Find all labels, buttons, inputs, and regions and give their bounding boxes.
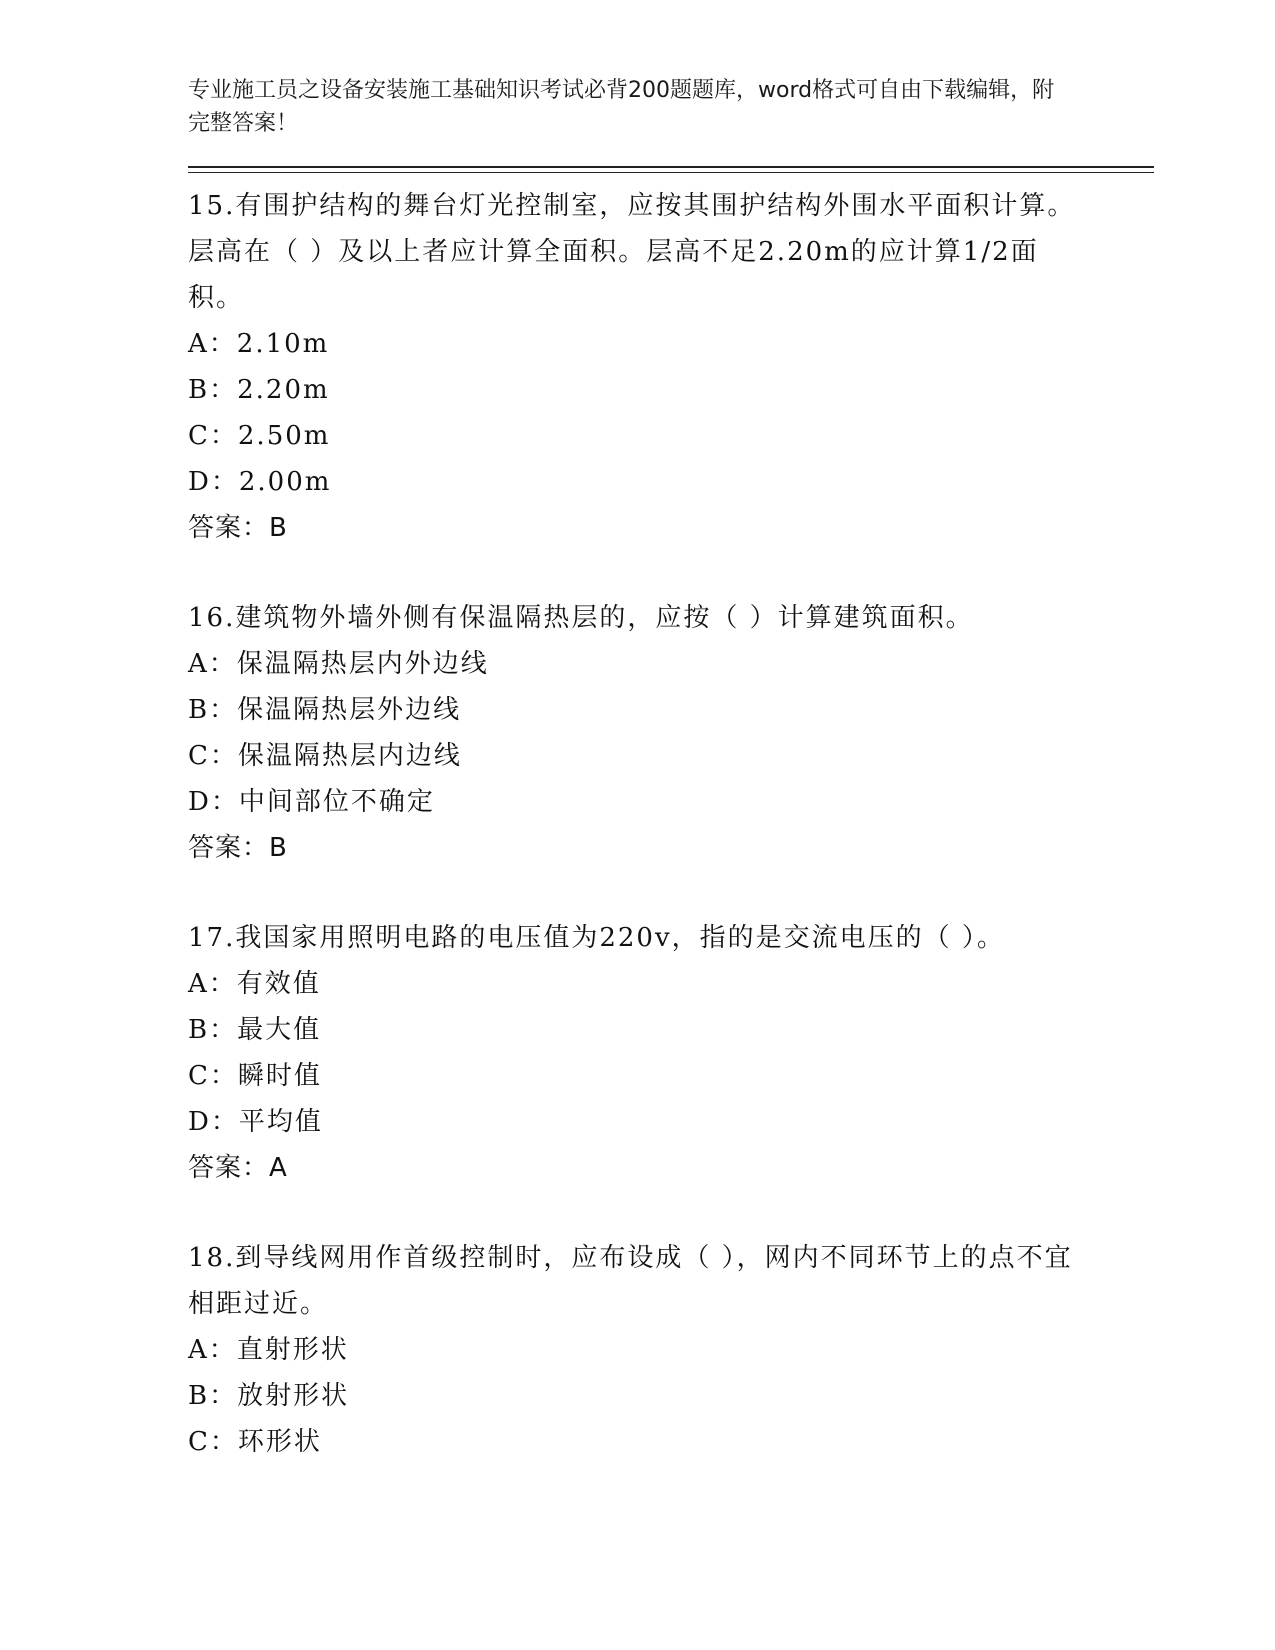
answer: 答案：A — [188, 1153, 288, 1183]
option-c: C：保温隔热层内边线 — [188, 741, 462, 771]
option-b: B：2.20m — [188, 375, 330, 405]
option-d: D：2.00m — [188, 467, 332, 497]
option-b: B：最大值 — [188, 1015, 322, 1045]
question-stem: 17.我国家用照明电路的电压值为220v，指的是交流电压的（ ）。 — [188, 923, 1005, 953]
option-a: A：直射形状 — [188, 1335, 349, 1365]
header-divider — [188, 166, 1154, 173]
question-15 — [188, 183, 1148, 551]
question-stem: 15.有围护结构的舞台灯光控制室，应按其围护结构外围水平面积计算。层高在（ ）及以上者应计算全面积。层高不足2.20m的应计算1/2面积。 — [188, 191, 1076, 313]
question-18 — [188, 1235, 1148, 1465]
option-c: C：瞬时值 — [188, 1061, 322, 1091]
option-c: C：环形状 — [188, 1427, 322, 1457]
option-a: A：保温隔热层内外边线 — [188, 649, 489, 679]
answer: 答案：B — [188, 513, 288, 543]
option-c: C：2.50m — [188, 421, 331, 451]
option-b: B：保温隔热层外边线 — [188, 695, 462, 725]
question-17 — [188, 915, 1148, 1191]
option-d: D：中间部位不确定 — [188, 787, 435, 817]
option-d: D：平均值 — [188, 1107, 323, 1137]
option-a: A：2.10m — [188, 329, 330, 359]
document-page — [188, 74, 1148, 1509]
question-list — [188, 183, 1148, 1465]
document-header: 专业施工员之设备安装施工基础知识考试必背200题题库，word格式可自由下载编辑，附完整答案！ — [188, 78, 1055, 136]
question-stem: 18.到导线网用作首级控制时，应布设成（ ），网内不同环节上的点不宜相距过近。 — [188, 1243, 1073, 1319]
question-16 — [188, 595, 1148, 871]
answer: 答案：B — [188, 833, 288, 863]
option-a: A：有效值 — [188, 969, 321, 999]
option-b: B：放射形状 — [188, 1381, 350, 1411]
question-stem: 16.建筑物外墙外侧有保温隔热层的，应按（ ）计算建筑面积。 — [188, 603, 974, 633]
